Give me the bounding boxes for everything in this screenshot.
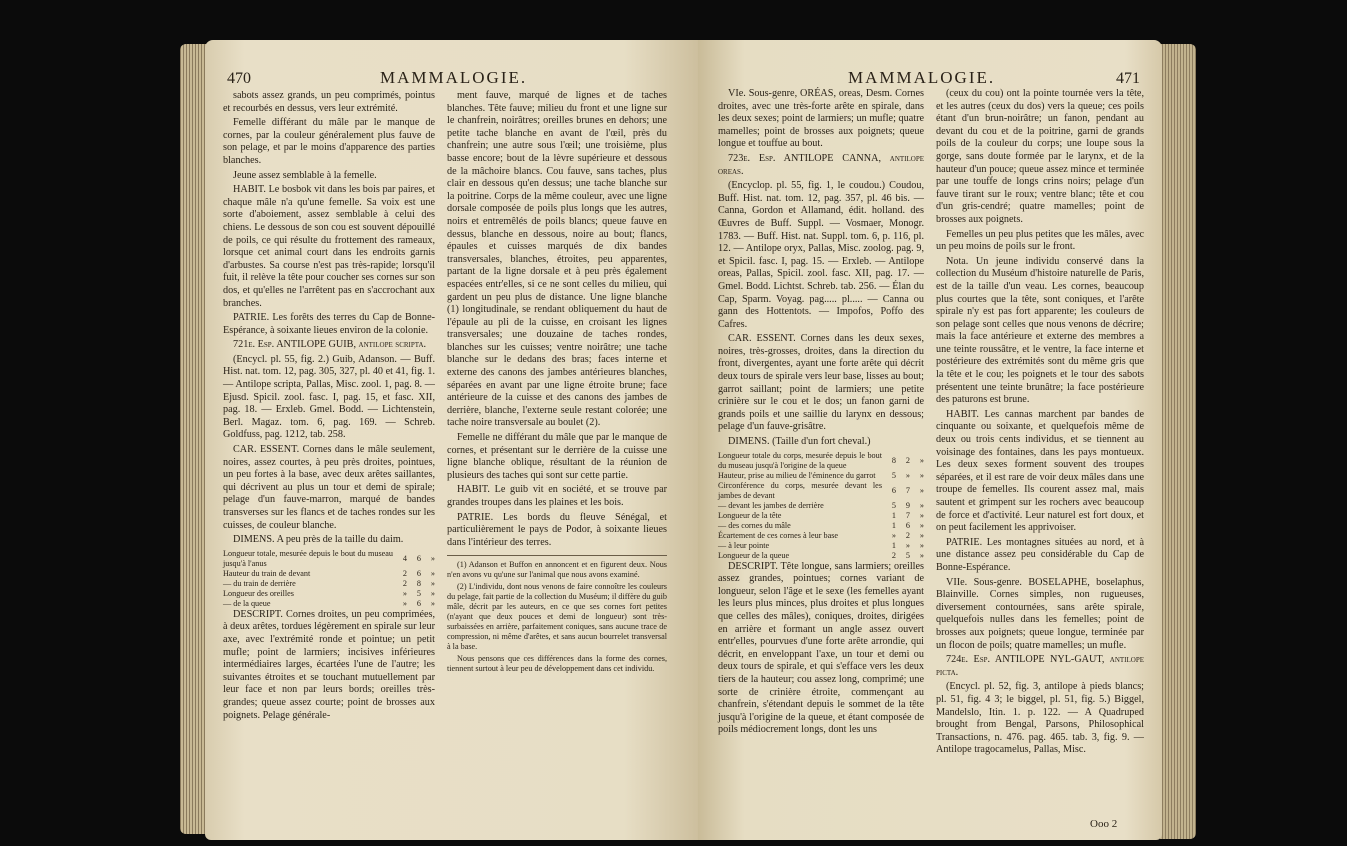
paragraph: sabots assez grands, un peu comprimés, pointus et recourbés en dessus, vers leur extrémité. <box>223 90 435 114</box>
table-row: — de la queue » 6 » <box>223 598 435 608</box>
table-row: Longueur de la queue 2 5 » <box>718 550 924 560</box>
footnotes <box>447 560 667 674</box>
table-row: — à leur pointe 1 » » <box>718 540 924 550</box>
signature-mark: Ooo 2 <box>1090 818 1118 830</box>
subgenus-heading: VIIe. Sous-genre. BOSELAPHE, boselaphus, Blainville. Cornes simples, non rugueuses, diversement contournées, sans arête spirale, quelquefois nulles dans les femelles; point de brosses aux poignets; queue longue, terminée par un flocon de poils; quatre mamelles; un mufle. <box>936 576 1144 651</box>
page-number: 471 <box>1116 70 1140 87</box>
references: (Encycl. pl. 55, fig. 2.) Guib, Adanson. — Buff. Hist. nat. tom. 12, pag. 305, 327, pl. 40 et 41, fig. 1. — Antilope scripta, Pallas, Misc. zool. 1, pag. 8. — Ejusd. Spicil. zool. fasc. I, pag. 15, et fasc. XII, pag. 18. — Erxleb. Gmel. Bodd. — Lichtenstein, Berl. Magaz. tom. 6, pag. 169. — Schreb. Goldfuss, pag. 1212, tab. 258. <box>223 353 435 441</box>
paragraph: HABIT. Le guib vit en société, et se trouve par grandes troupes dans les plaines et les bois. <box>447 484 667 508</box>
right-page-edges <box>1160 44 1196 839</box>
paragraph: CAR. ESSENT. Cornes dans les deux sexes, noires, très-grosses, droites, dans la direction du front, divergentes, ayant une forte arête qui décrit deux tours de spirale vers leur base, lisses au bout; garrot saillant; point de larmiers; une petite crinière sur le cou et le dos; un fanon garni de grands poils et une saillie du larynx en dessous; pelage d'un fauve-grisâtre. <box>718 333 924 433</box>
running-head: MAMMALOGIE. <box>848 68 996 87</box>
paragraph: DESCRIPT. Tête longue, sans larmiers; oreilles assez grandes, pointues; cornes variant de longueur, selon l'âge et le sexe (les femelles ayant les leurs plus minces, plus droites et plus longues que celles des mâles), coniques, droites, dirigées en arrière et formant un angle assez ouvert entr'elles, pourvues d'une forte arête arrondie, qui décrit, en enveloppant l'axe, un tour et demi ou deux tours de spirale, et qui s'efface vers les deux tiers de la hauteur; cou assez long, comprimé; une sorte de crinière étroite, commençant au chanfrein, s'étendant depuis le sommet de la tête jusqu'à l'origine de la queue, et étant composée de poils médiocrement longs, dont les uns <box>718 560 924 736</box>
species-heading: 723e. Esp. ANTILOPE CANNA, antilope oreas. <box>718 152 924 177</box>
table-row: Hauteur du train de devant 2 6 » <box>223 568 435 578</box>
paragraph: Nota. Un jeune individu conservé dans la collection du Muséum d'histoire naturelle de Paris, est de la taille d'un veau. Les cornes, beaucoup plus courtes que la tête, sont coniques, et l'arête spirale n'y est pas fort apparente; les couleurs de son pelage sont celles que nous venons de décrire; mais la face antérieure et externe des membres a une teinte roussâtre, et le ventre, la face interne et postérieure des extrémités sont du même gris que la tête et le cou; les poignets et le tour des sabots présentent une teinte brunâtre; la face postérieure des paturons est brune. <box>936 255 1144 406</box>
references: (Encycl. pl. 52, fig. 3, antilope à pieds blancs; pl. 51, fig. 4 3; le biggel, pl. 51, fig. 5.) Biggel, Mandelslo, Itin. 1. p. 122. — A Quadruped brought from Bengal, Parsons, Philosophical Transactions, n. 476. pag. 465. tab. 3, fig. 9. — Antilope tragocamelus, Pallas, Misc. <box>936 681 1144 756</box>
references: (Encyclop. pl. 55, fig. 1, le coudou.) Coudou, Buff. Hist. nat. tom. 12, pag. 357, pl. 46 bis. — Canna, Gordon et Allamand, édit. holland. des Œuvres de Buff. Suppl. — Vosmaer, Monogr. 1783. — Buff. Hist. nat. Suppl. tom. 6, p. 116, pl. 12. — Antilope oryx, Pallas, Misc. zoolog. pag. 9, et Spicil. fasc. I, pag. 15. — Erxleb. — Antilope oreas, Pallas, Spicil. zool. fasc. XII, pag. 17. — Gmel. Bodd. Lichtst. Schreb. tab. 256. — Élan du Cap, Sparm. Voyag. pag..... pl..... — Canna ou gann des Hottentots. — Impofos, Poffo des Cafres. <box>718 180 924 330</box>
paragraph: PATRIE. Les forêts des terres du Cap de Bonne-Espérance, à soixante lieues environ de la colonie. <box>223 312 435 336</box>
paragraph: PATRIE. Les bords du fleuve Sénégal, et particulièrement le pays de Podor, à soixante lieues dans l'intérieur des terres. <box>447 511 667 548</box>
page-number: 470 <box>227 70 251 87</box>
right-column-1 <box>718 88 924 739</box>
subgenus-heading: VIe. Sous-genre, ORÉAS, oreas, Desm. Cornes droites, avec une très-forte arête en spirale, dans les deux sexes; point de larmiers; un mufle; quatre mamelles; point de brosses aux poignets; queue longue et touffue au bout. <box>718 88 924 150</box>
table-row: Longueur des oreilles » 5 » <box>223 588 435 598</box>
right-page <box>698 40 1162 840</box>
right-column-2 <box>936 88 1144 759</box>
table-row: — devant les jambes de derrière 5 9 » <box>718 500 924 510</box>
table-row: Longueur de la tête 1 7 » <box>718 510 924 520</box>
left-column-1 <box>223 90 435 724</box>
left-page <box>205 40 698 840</box>
dimensions-table <box>718 451 924 561</box>
paragraph: HABIT. Les cannas marchent par bandes de cinquante ou soixante, et quelquefois même de deux ou trois cents individus, et se tiennent au voisinage des fontaines, dans les pays montueux. Les deux sexes forment souvent des troupes séparées, et il est rare de voir deux mâles dans une troupe de femelles. Ils courent assez mal, mais sautent et grimpent sur les rochers avec beaucoup de force et d'activité. Leur naturel est fort doux, et on peut facilement les apprivoiser. <box>936 408 1144 534</box>
left-column-2 <box>447 90 667 676</box>
paragraph: (ceux du cou) ont la pointe tournée vers la tête, et les autres (ceux du dos) vers la queue; ces poils étant d'un brun-noirâtre; un fanon, pendant au devant du cou et de la poitrine, garni de grands poils de la couleur du corps; une loupe sous la gorge, sans doute formée par le larynx, et de la hauteur d'un pouce; queue assez mince et terminée par une touffe de longs crins noirs; pelage d'un fauve tirant sur le roux; ventre blanc; tête et cou d'un gris-cendré; quatre mamelles; point de brosses aux poignets. <box>936 88 1144 225</box>
paragraph: Femelles un peu plus petites que les mâles, avec un peu moins de poils sur le front. <box>936 228 1144 253</box>
paragraph: PATRIE. Les montagnes situées au nord, et à une distance assez peu considérable du Cap de Bonne-Espérance. <box>936 536 1144 573</box>
dimensions-heading: DIMENS. A peu près de la taille du daim. <box>233 534 404 546</box>
paragraph: Jeune assez semblable à la femelle. <box>233 169 377 181</box>
footnote-rule <box>447 555 667 556</box>
table-row: Écartement de ces cornes à leur base » 2 » <box>718 530 924 540</box>
table-row: Longueur totale, mesurée depuis le bout du museau jusqu'à l'anus 4 6 » <box>223 548 435 568</box>
table-row: Hauteur, prise au milieu de l'éminence du garrot 5 » » <box>718 470 924 480</box>
species-heading: 724e. Esp. ANTILOPE NYL-GAUT, antilope picta. <box>936 654 1144 678</box>
table-row: Longueur totale du corps, mesurée depuis le bout du museau jusqu'à l'origine de la queue 8 2 » <box>718 450 924 470</box>
paragraph: Femelle différant du mâle par le manque de cornes, par la couleur généralement plus fauve de son pelage, et par le moins d'apparence des parties blanches. <box>223 117 435 166</box>
table-row: Circonférence du corps, mesurée devant les jambes de devant 6 7 » <box>718 480 924 500</box>
paragraph: CAR. ESSENT. Cornes dans le mâle seulement, noires, assez courtes, à peu près droites, pointues, un peu fortes à la base, avec deux arêtes saillantes, qui décrivent au plus un tour et demi de spirale; pelage d'un fauve-marron, marqué de bandes transverses sur les flancs et de taches rondes sur les cuisses, de couleur blanche. <box>223 444 435 531</box>
footnote: (1) Adanson et Buffon en annoncent et en figurent deux. Nous n'en avons vu qu'une sur l'animal que nous avons examiné. <box>447 560 667 580</box>
paragraph: ment fauve, marqué de lignes et de taches blanches. Tête fauve; milieu du front et une ligne sur le chanfrein, noirâtres; oreilles brunes en dehors; une petite tache blanche en avant de l'œil, près du chanfrein; une autre sous l'œil; une troisième, plus basse encore; bout de la lèvre supérieure et dessous de la mâchoire blancs. Cou fauve, sans taches, plus clair en dessous qu'en dessus; une tache blanche sur la poitrine. Corps de la même couleur, avec une ligne dorsale composée de poils plus longs que les autres, noirs et entremêlés de poils blancs; queue fauve en dessus, blanche en dessous, noire au bout; flancs, épaules et cuisses marqués de dix bandes transversales, blanches, étroites, peu apparentes, partant de la ligne dorsale et à peu près également espacées entr'elles, si ce ne sont celles du milieu, qui gardent un peu plus de distance. Une ligne blanche (1) longitudinale, se rendant obliquement du haut de l'épaule au pli de la cuisse, en croisant les lignes transversales; une douzaine de taches rondes, blanches sur les cuisses; ventre noirâtre; une tache blanche sur le dedans des bras; faces interne et externe des canons des jambes antérieures blanches, séparées en avant par une ligne étroite brune; face antérieure de la cuisse et des canons des jambes de derrière, blanche, l'externe seule restant colorée; une tache noire transversale au boulet (2). <box>447 90 667 429</box>
table-row: — du train de derrière 2 8 » <box>223 578 435 588</box>
species-heading: 721e. Esp. ANTILOPE GUIB, antilope scripta. <box>233 339 427 351</box>
paragraph: Femelle ne différant du mâle que par le manque de cornes, et présentant sur le derrière de la cuisse une ligne blanche oblique, résultant de la réunion de plusieurs des taches qui sont sur cette partie. <box>447 432 667 481</box>
footnote: (2) L'individu, dont nous venons de faire connoître les couleurs du pelage, fait partie de la collection du Muséum; il diffère du guib mâle, décrit par les auteurs, en ce que ses cornes fort petites (n'ayant que deux pouces et demi de longueur) sont très-surbaissées en arrière, parfaitement coniques, sans aucune trace de compression, ni même d'arêtes, et sans aucun bourrelet transversal à la base. <box>447 582 667 652</box>
table-row: — des cornes du mâle 1 6 » <box>718 520 924 530</box>
dimensions-table <box>223 549 435 609</box>
running-head: MAMMALOGIE. <box>380 68 528 87</box>
footnote: Nous pensons que ces différences dans la forme des cornes, tiennent surtout à leur peu de développement dans cet individu. <box>447 654 667 674</box>
paragraph: DESCRIPT. Cornes droites, un peu comprimées, à deux arêtes, tordues légèrement en spirale sur leur axe, avec l'extrémité ronde et pointue; un petit mufle; point de larmiers; incisives inférieures intermédiaires larges, écartées l'une de l'autre; les suivantes étroites et se touchant mutuellement par leur face et non par leurs bords; oreilles très-grandes; queue assez courte; point de brosses aux poignets. Pelage générale- <box>223 608 435 721</box>
dimensions-heading: DIMENS. (Taille d'un fort cheval.) <box>728 436 871 448</box>
paragraph: HABIT. Le bosbok vit dans les bois par paires, et chaque mâle n'a qu'une femelle. Sa voix est une sorte d'aboiement, assez semblable à celui des chiens. Le dessous de son cou est souvent dépouillé de poils, ce qui résulte du frottement des rameaux, lorsque cet animal court dans les endroits garnis d'arbustes. Sa course n'est pas très-rapide; lorsqu'il fuit, il relève la tête pour coucher ses cornes sur son dos, et qu'elles ne l'arrêtent pas en s'accrochant aux branches. <box>223 184 435 309</box>
